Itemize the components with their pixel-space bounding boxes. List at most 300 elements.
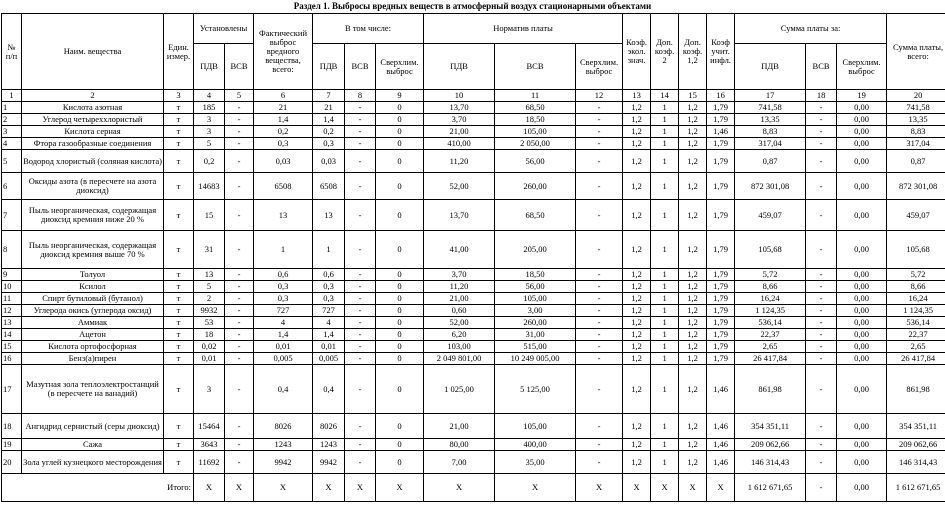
table-cell: 0,4 bbox=[254, 365, 313, 414]
table-cell: - bbox=[806, 439, 837, 451]
table-cell: 1 bbox=[313, 231, 345, 269]
table-cell: 400,00 bbox=[495, 439, 576, 451]
table-row bbox=[2, 353, 945, 365]
table-cell: 1,2 bbox=[679, 329, 707, 341]
table-cell: 0,2 bbox=[313, 126, 345, 138]
row-number: 18 bbox=[2, 414, 22, 439]
table-cell: 0 bbox=[376, 114, 424, 126]
table-cell: - bbox=[225, 281, 254, 293]
table-cell: 2 049 801,00 bbox=[424, 353, 495, 365]
substance-name: Кислота азотная bbox=[22, 102, 164, 114]
header-k-infl: Коэф учит. инфл. bbox=[707, 14, 735, 90]
table-cell: - bbox=[345, 150, 376, 173]
total-cell: X bbox=[679, 474, 707, 502]
table-cell: 0 bbox=[376, 102, 424, 114]
table-cell: 3,70 bbox=[424, 269, 495, 281]
table-cell: 1,2 bbox=[679, 341, 707, 353]
header-norm-over: Сверхлим. выброс bbox=[576, 44, 623, 90]
row-number: 12 bbox=[2, 305, 22, 317]
table-cell: 26 417,84 bbox=[735, 353, 806, 365]
table-cell: - bbox=[576, 200, 623, 231]
header-est-vsv: ВСВ bbox=[225, 44, 254, 90]
table-cell: 1,2 bbox=[623, 365, 651, 414]
table-cell: 9942 bbox=[313, 451, 345, 474]
table-cell: 1,2 bbox=[623, 451, 651, 474]
column-number: 16 bbox=[707, 90, 735, 102]
table-cell: 1 025,00 bbox=[424, 365, 495, 414]
table-cell: 14683 bbox=[194, 173, 225, 200]
table-cell: 0,00 bbox=[837, 114, 887, 126]
header-unit: Един. измер. bbox=[164, 14, 194, 90]
column-number: 19 bbox=[837, 90, 887, 102]
table-cell: 1,2 bbox=[679, 231, 707, 269]
table-cell: 8,83 bbox=[735, 126, 806, 138]
total-label: Итого: bbox=[2, 474, 194, 502]
table-cell: - bbox=[345, 365, 376, 414]
table-cell: т bbox=[164, 414, 194, 439]
table-row bbox=[2, 305, 945, 317]
table-cell: - bbox=[806, 305, 837, 317]
row-number: 7 bbox=[2, 200, 22, 231]
table-cell: 22,37 bbox=[887, 329, 945, 341]
table-cell: 0,00 bbox=[837, 173, 887, 200]
table-cell: 3643 bbox=[194, 439, 225, 451]
table-cell: т bbox=[164, 341, 194, 353]
table-cell: 0 bbox=[376, 231, 424, 269]
table-cell: 1,2 bbox=[623, 269, 651, 281]
table-cell: - bbox=[225, 126, 254, 138]
total-cell: X bbox=[225, 474, 254, 502]
table-cell: 1,2 bbox=[623, 138, 651, 150]
table-cell: - bbox=[576, 126, 623, 138]
table-cell: 52,00 bbox=[424, 173, 495, 200]
table-cell: 1,46 bbox=[707, 365, 735, 414]
table-cell: 1,79 bbox=[707, 138, 735, 150]
table-cell: 1 bbox=[651, 341, 679, 353]
table-cell: 18,50 bbox=[495, 114, 576, 126]
table-cell: - bbox=[806, 317, 837, 329]
table-cell: 317,04 bbox=[887, 138, 945, 150]
table-cell: 1,2 bbox=[679, 439, 707, 451]
table-cell: 459,07 bbox=[887, 200, 945, 231]
table-cell: - bbox=[345, 114, 376, 126]
table-cell: 21 bbox=[313, 102, 345, 114]
table-cell: 1,79 bbox=[707, 102, 735, 114]
table-cell: 6508 bbox=[254, 173, 313, 200]
table-cell: 0,87 bbox=[735, 150, 806, 173]
table-row bbox=[2, 102, 945, 114]
table-cell: 0,00 bbox=[837, 365, 887, 414]
table-cell: 0 bbox=[376, 365, 424, 414]
table-cell: - bbox=[225, 138, 254, 150]
column-number: 14 bbox=[651, 90, 679, 102]
table-row bbox=[2, 126, 945, 138]
header-sum-total: Сумма платы, всего: bbox=[887, 14, 945, 90]
table-cell: 0,00 bbox=[837, 138, 887, 150]
column-number: 11 bbox=[495, 90, 576, 102]
row-number: 15 bbox=[2, 341, 22, 353]
row-number: 20 bbox=[2, 451, 22, 474]
table-cell: - bbox=[806, 341, 837, 353]
header-num: № п/п bbox=[2, 14, 22, 90]
table-cell: 1,79 bbox=[707, 114, 735, 126]
total-cell: - bbox=[806, 474, 837, 502]
table-cell: - bbox=[806, 173, 837, 200]
table-cell: - bbox=[225, 102, 254, 114]
table-cell: 0,00 bbox=[837, 102, 887, 114]
table-cell: 1,79 bbox=[707, 150, 735, 173]
table-cell: - bbox=[225, 365, 254, 414]
table-cell: 0,01 bbox=[254, 341, 313, 353]
table-cell: 5 bbox=[194, 138, 225, 150]
substance-name: Аммиак bbox=[22, 317, 164, 329]
table-cell: - bbox=[345, 341, 376, 353]
column-number: 8 bbox=[345, 90, 376, 102]
table-cell: 872 301,08 bbox=[887, 173, 945, 200]
header-inc-pdv: ПДВ bbox=[313, 44, 345, 90]
table-cell: 15464 bbox=[194, 414, 225, 439]
table-cell: 22,37 bbox=[735, 329, 806, 341]
table-cell: 1,2 bbox=[623, 231, 651, 269]
table-cell: 1,46 bbox=[707, 414, 735, 439]
table-cell: 21,00 bbox=[424, 126, 495, 138]
table-cell: 0,3 bbox=[313, 138, 345, 150]
header-k-add12: Доп. коэф. 1,2 bbox=[679, 14, 707, 90]
table-cell: - bbox=[576, 305, 623, 317]
table-cell: 0,00 bbox=[837, 200, 887, 231]
table-cell: 536,14 bbox=[735, 317, 806, 329]
table-cell: 146 314,43 bbox=[887, 451, 945, 474]
table-cell: 741,58 bbox=[735, 102, 806, 114]
table-cell: т bbox=[164, 353, 194, 365]
table-cell: 0,00 bbox=[837, 231, 887, 269]
table-row bbox=[2, 341, 945, 353]
substance-name: Ацетон bbox=[22, 329, 164, 341]
table-cell: 260,00 bbox=[495, 173, 576, 200]
substance-name: Водород хлористый (соляная кислота) bbox=[22, 150, 164, 173]
table-row bbox=[2, 281, 945, 293]
table-cell: - bbox=[345, 126, 376, 138]
table-cell: 0 bbox=[376, 173, 424, 200]
column-number: 17 bbox=[735, 90, 806, 102]
table-cell: 0,3 bbox=[254, 293, 313, 305]
table-cell: 1,2 bbox=[679, 126, 707, 138]
table-cell: 1,79 bbox=[707, 329, 735, 341]
table-cell: 3 bbox=[194, 365, 225, 414]
table-cell: 1 bbox=[254, 231, 313, 269]
column-number: 15 bbox=[679, 90, 707, 102]
table-cell: 16,24 bbox=[735, 293, 806, 305]
table-cell: 1,2 bbox=[623, 281, 651, 293]
table-cell: - bbox=[345, 317, 376, 329]
total-cell: 1 612 671,65 bbox=[887, 474, 945, 502]
table-cell: т bbox=[164, 231, 194, 269]
substance-name: Зола углей кузнецкого месторождения bbox=[22, 451, 164, 474]
table-cell: 0,4 bbox=[313, 365, 345, 414]
table-cell: - bbox=[225, 200, 254, 231]
table-cell: 13 bbox=[194, 269, 225, 281]
table-cell: 1,46 bbox=[707, 439, 735, 451]
table-cell: - bbox=[225, 341, 254, 353]
table-cell: 1 bbox=[651, 414, 679, 439]
table-cell: 13 bbox=[313, 200, 345, 231]
table-cell: 1,2 bbox=[623, 414, 651, 439]
table-cell: 0,03 bbox=[313, 150, 345, 173]
table-cell: 0,00 bbox=[837, 451, 887, 474]
table-cell: - bbox=[225, 353, 254, 365]
table-cell: 0 bbox=[376, 439, 424, 451]
header-inc-vsv: ВСВ bbox=[345, 44, 376, 90]
table-cell: 31 bbox=[194, 231, 225, 269]
row-number: 6 bbox=[2, 173, 22, 200]
total-cell: 0,00 bbox=[837, 474, 887, 502]
table-row bbox=[2, 269, 945, 281]
table-cell: 1,2 bbox=[679, 281, 707, 293]
table-cell: 0 bbox=[376, 414, 424, 439]
table-cell: 0 bbox=[376, 200, 424, 231]
header-norm-pdv: ПДВ bbox=[424, 44, 495, 90]
table-cell: 1,2 bbox=[679, 353, 707, 365]
table-cell: 1,2 bbox=[679, 365, 707, 414]
table-cell: 861,98 bbox=[735, 365, 806, 414]
table-cell: 1,4 bbox=[254, 329, 313, 341]
table-cell: 1 bbox=[651, 102, 679, 114]
table-cell: 1,2 bbox=[679, 317, 707, 329]
table-row bbox=[2, 231, 945, 269]
column-number: 18 bbox=[806, 90, 837, 102]
table-cell: 21 bbox=[254, 102, 313, 114]
table-cell: - bbox=[345, 138, 376, 150]
table-cell: 1,2 bbox=[623, 317, 651, 329]
table-cell: 209 062,66 bbox=[887, 439, 945, 451]
table-cell: 0 bbox=[376, 329, 424, 341]
table-cell: - bbox=[806, 365, 837, 414]
table-cell: 1,4 bbox=[254, 114, 313, 126]
table-cell: 0,03 bbox=[254, 150, 313, 173]
table-cell: - bbox=[345, 353, 376, 365]
total-cell: X bbox=[376, 474, 424, 502]
substance-name: Сажа bbox=[22, 439, 164, 451]
table-cell: 105,00 bbox=[495, 293, 576, 305]
table-cell: - bbox=[806, 150, 837, 173]
table-cell: 861,98 bbox=[887, 365, 945, 414]
table-cell: - bbox=[345, 414, 376, 439]
table-row bbox=[2, 365, 945, 414]
table-cell: 1,79 bbox=[707, 293, 735, 305]
table-cell: 1 bbox=[651, 114, 679, 126]
table-cell: т bbox=[164, 150, 194, 173]
table-cell: т bbox=[164, 173, 194, 200]
table-cell: 56,00 bbox=[495, 150, 576, 173]
table-cell: 3 bbox=[194, 114, 225, 126]
table-cell: 13,35 bbox=[887, 114, 945, 126]
table-cell: - bbox=[345, 231, 376, 269]
table-cell: 0,00 bbox=[837, 329, 887, 341]
table-cell: 6508 bbox=[313, 173, 345, 200]
table-cell: 1,4 bbox=[313, 114, 345, 126]
table-cell: 1,2 bbox=[679, 414, 707, 439]
table-cell: 5 125,00 bbox=[495, 365, 576, 414]
total-cell: X bbox=[495, 474, 576, 502]
table-cell: 1,79 bbox=[707, 231, 735, 269]
column-number: 12 bbox=[576, 90, 623, 102]
table-cell: 354 351,11 bbox=[735, 414, 806, 439]
table-cell: 1,2 bbox=[679, 114, 707, 126]
table-cell: - bbox=[806, 281, 837, 293]
table-cell: - bbox=[576, 102, 623, 114]
table-cell: 1,2 bbox=[623, 329, 651, 341]
total-cell: X bbox=[194, 474, 225, 502]
table-cell: 727 bbox=[254, 305, 313, 317]
table-cell: 1,2 bbox=[623, 200, 651, 231]
table-cell: т bbox=[164, 365, 194, 414]
table-cell: 68,50 bbox=[495, 200, 576, 231]
total-cell: X bbox=[651, 474, 679, 502]
table-row bbox=[2, 414, 945, 439]
row-number: 4 bbox=[2, 138, 22, 150]
table-cell: 80,00 bbox=[424, 439, 495, 451]
table-cell: - bbox=[576, 114, 623, 126]
table-cell: 1,2 bbox=[679, 293, 707, 305]
row-number: 8 bbox=[2, 231, 22, 269]
table-cell: - bbox=[225, 293, 254, 305]
table-cell: 1 bbox=[651, 293, 679, 305]
header-sum-vsv: ВСВ bbox=[806, 44, 837, 90]
row-number: 2 bbox=[2, 114, 22, 126]
total-cell: X bbox=[424, 474, 495, 502]
table-cell: - bbox=[576, 353, 623, 365]
table-cell: 260,00 bbox=[495, 317, 576, 329]
table-cell: 536,14 bbox=[887, 317, 945, 329]
table-cell: - bbox=[225, 114, 254, 126]
table-cell: 0,00 bbox=[837, 126, 887, 138]
substance-name: Углерода окись (углерода оксид) bbox=[22, 305, 164, 317]
table-cell: - bbox=[806, 329, 837, 341]
table-cell: - bbox=[806, 353, 837, 365]
header-established: Установлены bbox=[194, 14, 254, 44]
table-cell: 53 bbox=[194, 317, 225, 329]
substance-name: Оксиды азота (в пересчете на азота диоксид) bbox=[22, 173, 164, 200]
table-cell: 105,00 bbox=[495, 414, 576, 439]
table-cell: 5,72 bbox=[887, 269, 945, 281]
row-number: 3 bbox=[2, 126, 22, 138]
table-cell: 209 062,66 bbox=[735, 439, 806, 451]
table-cell: 0,2 bbox=[194, 150, 225, 173]
table-cell: 741,58 bbox=[887, 102, 945, 114]
table-row bbox=[2, 150, 945, 173]
table-cell: 1,2 bbox=[623, 102, 651, 114]
table-cell: 0,87 bbox=[887, 150, 945, 173]
table-cell: 727 bbox=[313, 305, 345, 317]
table-cell: 105,68 bbox=[735, 231, 806, 269]
table-cell: 459,07 bbox=[735, 200, 806, 231]
table-cell: 1,2 bbox=[623, 114, 651, 126]
table-cell: 13,70 bbox=[424, 102, 495, 114]
table-cell: т bbox=[164, 281, 194, 293]
table-cell: - bbox=[806, 138, 837, 150]
table-cell: 1,79 bbox=[707, 173, 735, 200]
table-cell: 68,50 bbox=[495, 102, 576, 114]
table-cell: 0,00 bbox=[837, 293, 887, 305]
table-cell: 3,00 bbox=[495, 305, 576, 317]
table-cell: 410,00 bbox=[424, 138, 495, 150]
table-cell: - bbox=[576, 341, 623, 353]
table-row bbox=[2, 451, 945, 474]
table-cell: 1,2 bbox=[623, 439, 651, 451]
table-cell: - bbox=[806, 293, 837, 305]
table-cell: 9942 bbox=[254, 451, 313, 474]
substance-name: Кислота ортофосфорная bbox=[22, 341, 164, 353]
table-cell: 0,00 bbox=[837, 341, 887, 353]
table-cell: 1,2 bbox=[623, 305, 651, 317]
row-number: 1 bbox=[2, 102, 22, 114]
table-cell: - bbox=[225, 269, 254, 281]
substance-name: Пыль неорганическая, содержащая диоксид кремния выше 70 % bbox=[22, 231, 164, 269]
table-cell: 1,79 bbox=[707, 269, 735, 281]
total-cell: X bbox=[623, 474, 651, 502]
table-cell: 1,46 bbox=[707, 451, 735, 474]
column-number: 5 bbox=[225, 90, 254, 102]
total-row bbox=[2, 474, 945, 502]
table-cell: - bbox=[345, 329, 376, 341]
table-cell: - bbox=[345, 451, 376, 474]
table-cell: - bbox=[806, 126, 837, 138]
table-cell: 1,2 bbox=[623, 341, 651, 353]
table-cell: 1 124,35 bbox=[735, 305, 806, 317]
table-cell: 0,3 bbox=[313, 281, 345, 293]
table-cell: - bbox=[576, 414, 623, 439]
table-cell: 1,2 bbox=[623, 126, 651, 138]
table-cell: 1 124,35 bbox=[887, 305, 945, 317]
table-row bbox=[2, 293, 945, 305]
table-cell: 56,00 bbox=[495, 281, 576, 293]
table-row bbox=[2, 317, 945, 329]
table-cell: 4 bbox=[313, 317, 345, 329]
table-cell: 0 bbox=[376, 138, 424, 150]
table-cell: - bbox=[576, 281, 623, 293]
header-row-1 bbox=[2, 14, 945, 44]
table-cell: - bbox=[576, 317, 623, 329]
table-cell: т bbox=[164, 269, 194, 281]
table-cell: - bbox=[225, 317, 254, 329]
table-cell: 1,79 bbox=[707, 305, 735, 317]
row-number: 9 bbox=[2, 269, 22, 281]
table-cell: 31,00 bbox=[495, 329, 576, 341]
column-number-row bbox=[2, 90, 945, 102]
header-k-add2: Доп. коэф. 2 bbox=[651, 14, 679, 90]
row-number: 10 bbox=[2, 281, 22, 293]
table-cell: - bbox=[576, 293, 623, 305]
column-number: 20 bbox=[887, 90, 945, 102]
table-cell: 18 bbox=[194, 329, 225, 341]
table-cell: - bbox=[576, 365, 623, 414]
row-number: 19 bbox=[2, 439, 22, 451]
table-cell: 515,00 bbox=[495, 341, 576, 353]
table-cell: т bbox=[164, 138, 194, 150]
table-cell: - bbox=[576, 329, 623, 341]
table-cell: 1,2 bbox=[679, 200, 707, 231]
table-cell: 1 bbox=[651, 138, 679, 150]
table-cell: 0,6 bbox=[313, 269, 345, 281]
column-number: 6 bbox=[254, 90, 313, 102]
row-number: 11 bbox=[2, 293, 22, 305]
row-number: 13 bbox=[2, 317, 22, 329]
table-cell: 0,00 bbox=[837, 317, 887, 329]
header-k-ecol: Коэф. экол. знач. bbox=[623, 14, 651, 90]
table-cell: 0 bbox=[376, 341, 424, 353]
table-cell: 0,00 bbox=[837, 150, 887, 173]
table-cell: 0 bbox=[376, 269, 424, 281]
